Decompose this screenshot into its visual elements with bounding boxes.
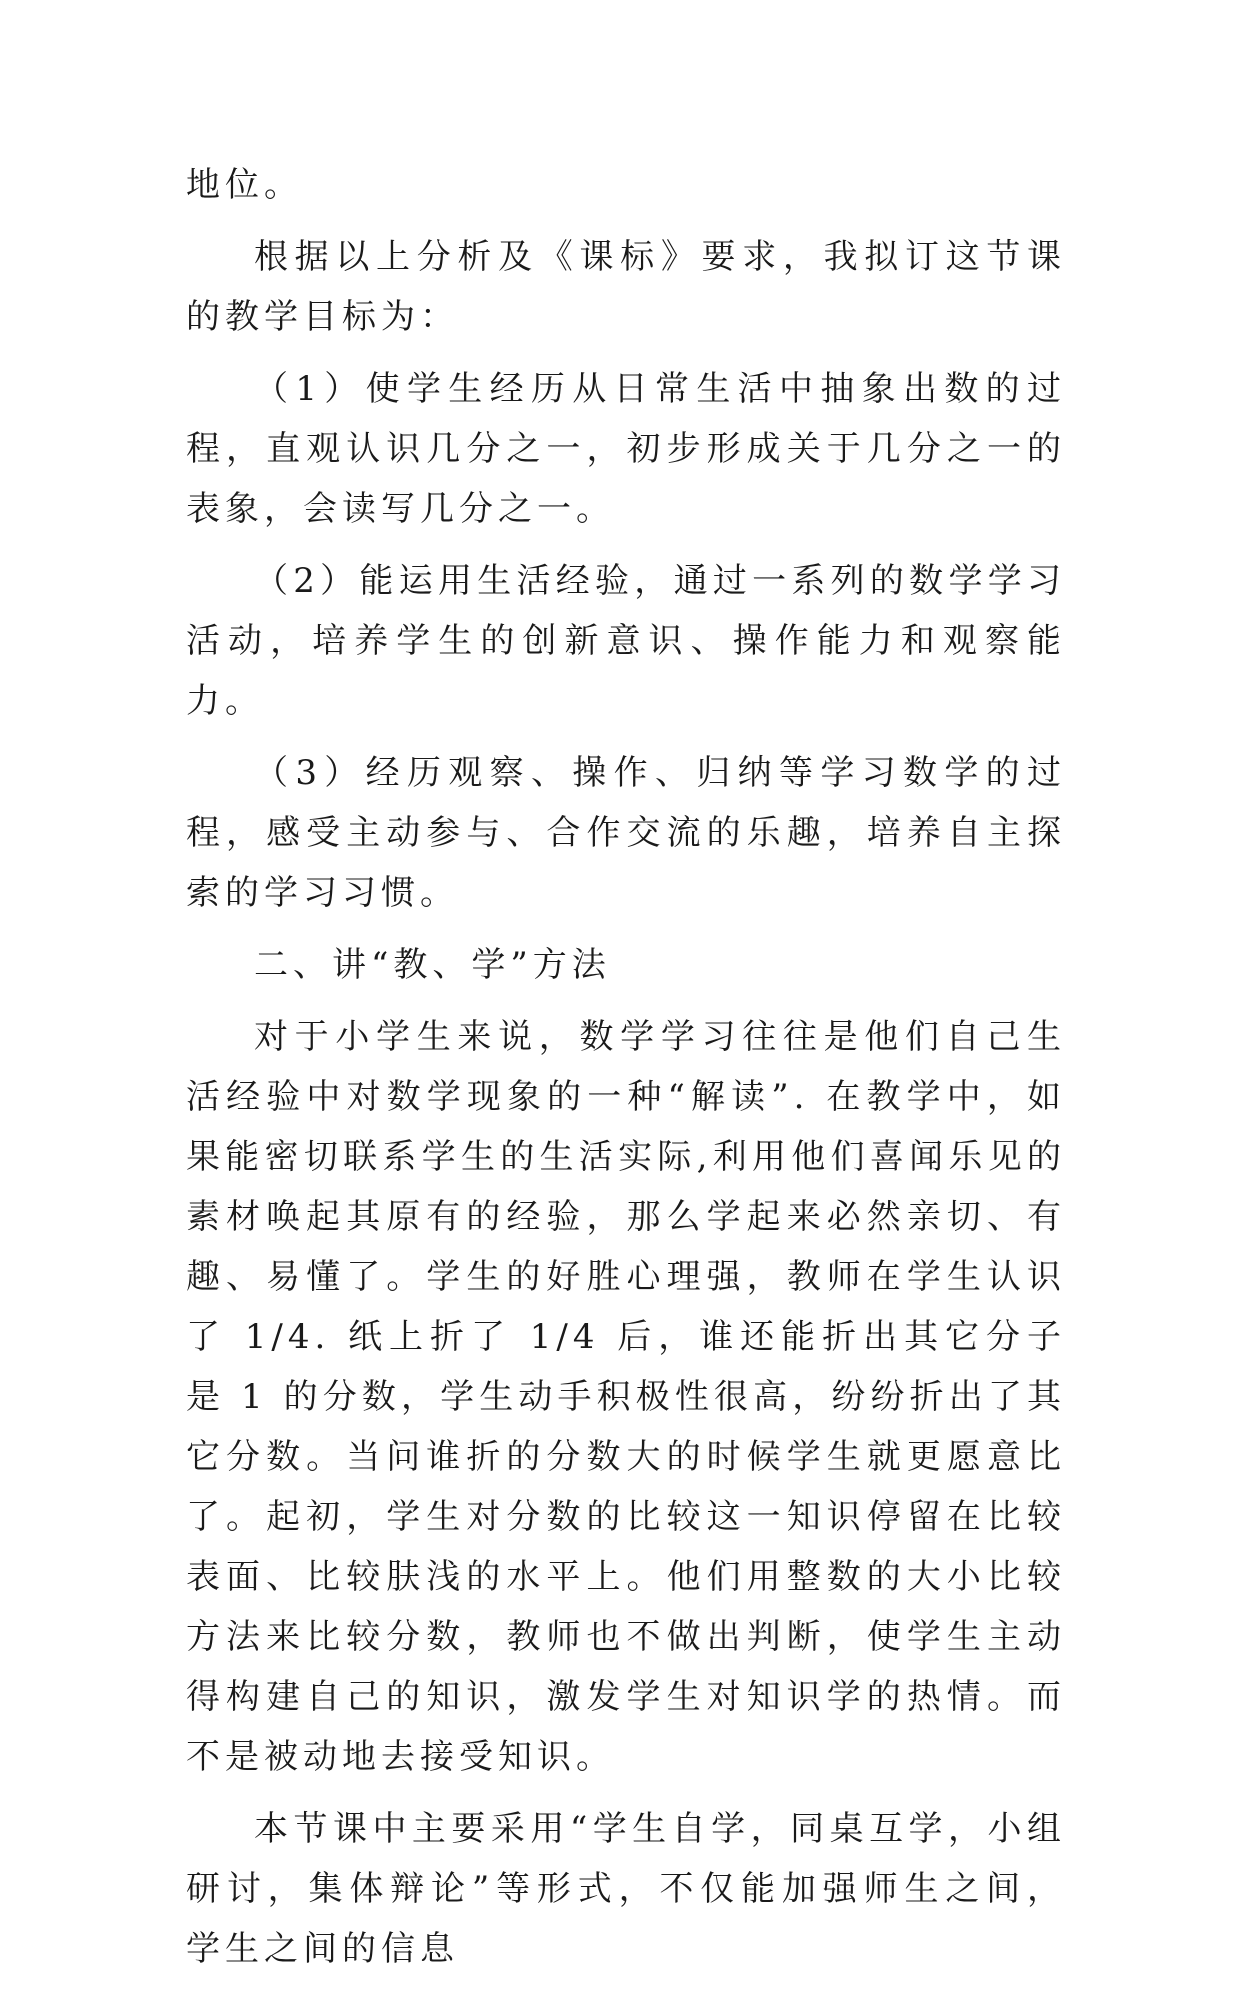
paragraph-continuation: 地位。: [186, 165, 303, 205]
paragraph-methods: 对于小学生来说，数学学习往往是他们自己生活经验中对数学现象的一种“解读”. 在教学中，如果能密切联系学生的生活实际,利用他们喜闻乐见的素材唤起其原有的经验，那么学起来必然亲切、有趣、易懂了。学生的好胜心理强，教师在学生认识了 1/4. 纸上折了 1/4 后，谁还能折出其它分子是 1 的分数，学生动手积极性很高，纷纷折出了其它分数。当问谁折的分数大的时候学生就更愿意比了。起初，学生对分数的比较这一知识停留在比较表面、比较肤浅的水平上。他们用整数的大小比较方法来比较分数，教师也不做出判断，使学生主动得构建自己的知识，激发学生对知识学的热情。而不是被动地去接受知识。: [186, 1017, 1066, 1777]
section-heading: 二、讲“教、学”方法: [254, 945, 611, 985]
paragraph-objective-3: （3）经历观察、操作、归纳等学习数学的过程，感受主动参与、合作交流的乐趣，培养自主探索的学习习惯。: [186, 753, 1066, 913]
document-body: [186, 155, 1066, 1991]
paragraph-objective-2: （2）能运用生活经验，通过一系列的数学学习活动，培养学生的创新意识、操作能力和观察能力。: [186, 561, 1066, 721]
paragraph-objectives-intro: 根据以上分析及《课标》要求，我拟订这节课的教学目标为：: [186, 237, 1066, 337]
paragraph-forms: 本节课中主要采用“学生自学，同桌互学，小组研讨，集体辩论”等形式，不仅能加强师生之间，学生之间的信息: [186, 1809, 1066, 1969]
paragraph-objective-1: （1）使学生经历从日常生活中抽象出数的过程，直观认识几分之一，初步形成关于几分之一的表象，会读写几分之一。: [186, 369, 1066, 529]
